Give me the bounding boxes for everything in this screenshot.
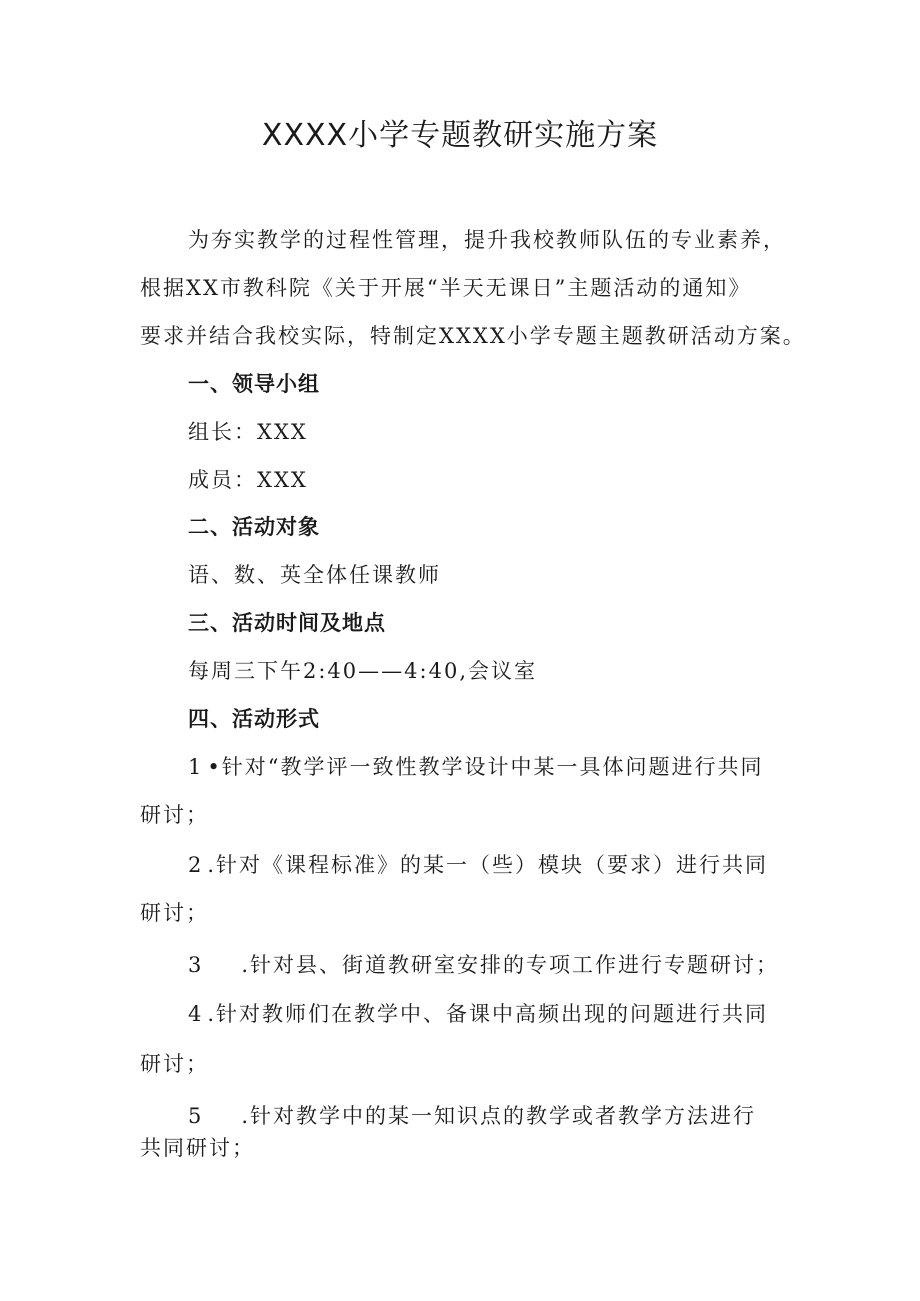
form-item-text: •针对“教学评一致性教学设计中某一具体问题进行共同 <box>207 755 764 779</box>
form-item-number: 3 <box>188 953 204 977</box>
section-heading-leadership: 一、领导小组 <box>188 372 320 396</box>
intro-line-1: 为夯实教学的过程性管理，提升我校教师队伍的专业素养， <box>188 228 786 252</box>
form-item-text: .针对县、街道教研室安排的专项工作进行专题研讨； <box>241 953 780 977</box>
form-item-1-continuation: 研讨； <box>140 803 209 827</box>
form-item-4 <box>188 999 768 1029</box>
section-heading-forms: 四、活动形式 <box>188 707 320 731</box>
members-line: 成员：XXX <box>188 468 308 492</box>
form-item-number: 5 <box>188 1104 204 1128</box>
form-item-2-continuation: 研讨； <box>140 901 209 925</box>
form-item-1 <box>188 752 764 782</box>
form-item-number: 2 <box>188 853 204 877</box>
section-heading-time-place: 三、活动时间及地点 <box>188 611 386 635</box>
form-item-2 <box>188 850 768 880</box>
document-title: XXXX小学专题教研实施方案 <box>261 118 659 153</box>
time-place-text: 每周三下午2:40——4:40,会议室 <box>188 659 537 683</box>
form-item-5 <box>188 1101 756 1131</box>
leader-line: 组长：XXX <box>188 420 308 444</box>
form-item-3 <box>188 950 779 980</box>
form-item-5-continuation: 共同研讨； <box>140 1136 255 1160</box>
target-text: 语、数、英全体任课教师 <box>188 563 441 587</box>
form-item-text: .针对《课程标准》的某一（些）模块（要求）进行共同 <box>207 853 769 877</box>
intro-line-3: 要求并结合我校实际，特制定XXXX小学专题主题教研活动方案。 <box>140 324 806 348</box>
form-item-text: .针对教师们在教学中、备课中高频出现的问题进行共同 <box>207 1002 769 1026</box>
form-item-number: 4 <box>188 1002 204 1026</box>
intro-line-2: 根据XX市教科院《关于开展“半天无课日”主题活动的通知》 <box>140 276 752 300</box>
form-item-number: 1 <box>188 755 204 779</box>
section-heading-target: 二、活动对象 <box>188 515 320 539</box>
form-item-text: .针对教学中的某一知识点的教学或者教学方法进行 <box>241 1104 757 1128</box>
form-item-4-continuation: 研讨； <box>140 1052 209 1076</box>
